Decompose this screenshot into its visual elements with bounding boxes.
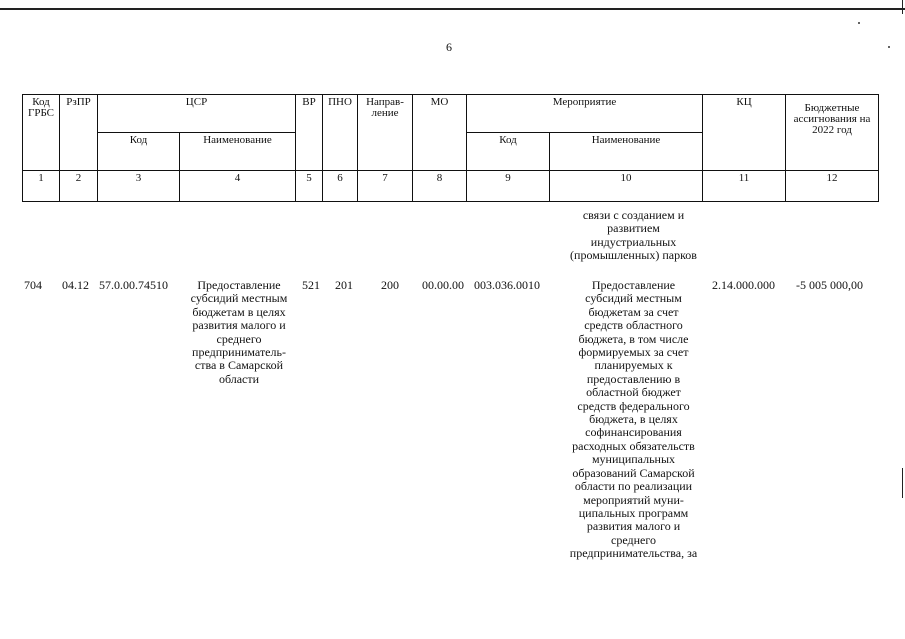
row-grbs: 704	[24, 278, 42, 292]
col-number: 5	[296, 171, 323, 202]
col-number: 7	[358, 171, 413, 202]
col-number: 12	[786, 171, 879, 202]
header-meropriyatie: Мероприятие	[467, 95, 703, 133]
continuation-text: связи с созданием и развитием индустриальных (промышленных) парков	[570, 208, 697, 263]
col-number: 3	[98, 171, 180, 202]
header-csr-kod: Код	[98, 133, 180, 171]
row-pno: 201	[335, 278, 353, 292]
page-edge	[902, 0, 903, 14]
header-kc: КЦ	[703, 95, 786, 171]
row-mer-code: 003.036.0010	[474, 278, 540, 292]
header-rzpr: РзПР	[60, 95, 98, 171]
header-kod-grbs: Код ГРБС	[23, 95, 60, 171]
col-number: 2	[60, 171, 98, 202]
row-csr-name: Предоставление субсидий местным бюджетам в целях развития малого и среднего предприниматель- ства в Самарской области	[190, 278, 288, 386]
page-edge	[902, 468, 903, 498]
col-number: 1	[23, 171, 60, 202]
header-csr-name: Наименование	[180, 133, 296, 171]
row-mer-name: Предоставление субсидий местным бюджетам за счет средств областного бюджета, в том числе формируемых за счет планируемых к предоставлению в областной бюджет средств федерального бюджета, в целях софинансирования расходных обязательств муниципальных образований Самарской области по реализации мероприятий муни- ципальных программ развития малого и среднего предпринимательства, за	[569, 278, 698, 561]
header-mo: МО	[413, 95, 467, 171]
header-pno: ПНО	[323, 95, 358, 171]
col-number: 4	[180, 171, 296, 202]
top-border-line	[0, 8, 905, 10]
row-mo: 00.00.00	[422, 278, 464, 292]
header-csr: ЦСР	[98, 95, 296, 133]
col-number: 11	[703, 171, 786, 202]
header-napravlenie: Направ- ление	[358, 95, 413, 171]
row-vr: 521	[302, 278, 320, 292]
row-kc: 2.14.000.000	[712, 278, 775, 292]
col-number: 10	[550, 171, 703, 202]
col-number: 6	[323, 171, 358, 202]
scan-speck	[858, 22, 860, 24]
scan-speck	[888, 46, 890, 48]
row-rzpr: 04.12	[62, 278, 89, 292]
header-vr: ВР	[296, 95, 323, 171]
row-amount: -5 005 000,00	[796, 278, 863, 292]
col-number: 9	[467, 171, 550, 202]
header-mer-name: Наименование	[550, 133, 703, 171]
header-budget: Бюджетные ассигнования на 2022 год	[786, 95, 879, 171]
page-number: 6	[446, 40, 452, 54]
col-number: 8	[413, 171, 467, 202]
row-napravlenie: 200	[381, 278, 399, 292]
budget-table-header	[22, 94, 879, 202]
row-csr-code: 57.0.00.74510	[99, 278, 168, 292]
header-mer-kod: Код	[467, 133, 550, 171]
